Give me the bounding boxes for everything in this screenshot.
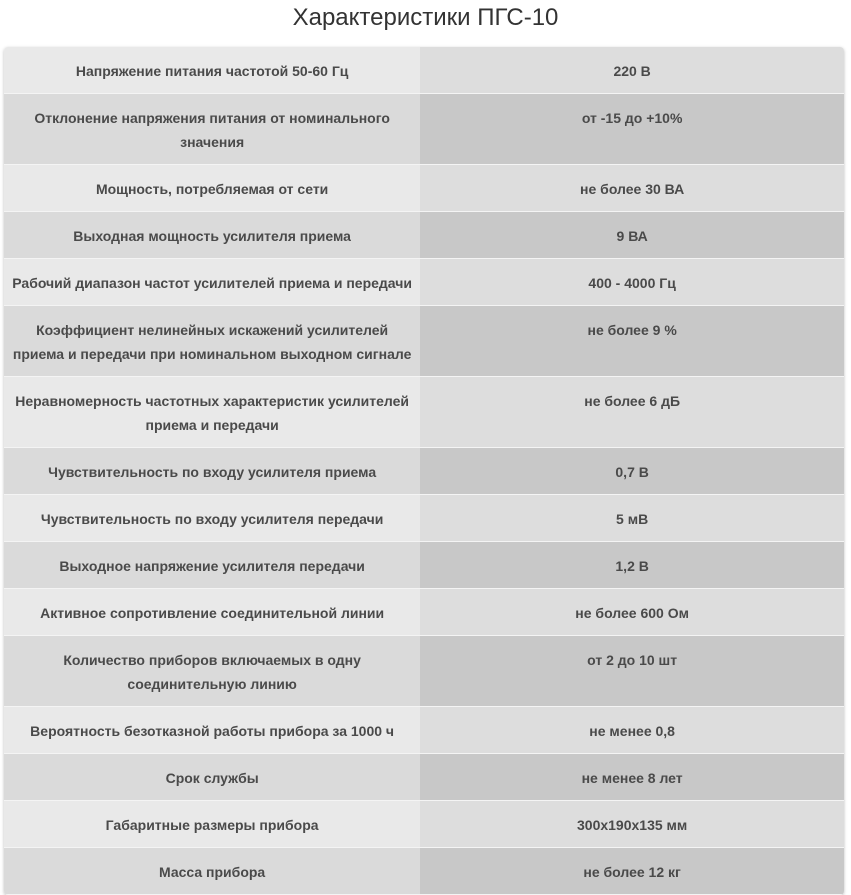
value-cell: 300х190х135 мм <box>420 801 844 848</box>
value-cell: от -15 до +10% <box>420 94 844 165</box>
value-cell: не более 600 Ом <box>420 589 844 636</box>
specifications-table-body <box>4 47 844 895</box>
parameter-cell: Выходная мощность усилителя приема <box>4 212 420 259</box>
parameter-cell: Срок службы <box>4 754 420 801</box>
parameter-cell: Масса прибора <box>4 848 420 895</box>
parameter-cell: Неравномерность частотных характеристик усилителей приема и передачи <box>4 377 420 448</box>
value-cell: 1,2 В <box>420 542 844 589</box>
parameter-cell: Чувствительность по входу усилителя передачи <box>4 495 420 542</box>
parameter-cell: Отклонение напряжения питания от номинального значения <box>4 94 420 165</box>
parameter-cell: Рабочий диапазон частот усилителей приема и передачи <box>4 259 420 306</box>
parameter-cell: Вероятность безотказной работы прибора за 1000 ч <box>4 707 420 754</box>
value-cell: 0,7 В <box>420 448 844 495</box>
table-row <box>4 636 844 707</box>
parameter-cell: Габаритные размеры прибора <box>4 801 420 848</box>
value-cell: не более 6 дБ <box>420 377 844 448</box>
parameter-cell: Чувствительность по входу усилителя приема <box>4 448 420 495</box>
parameter-cell: Выходное напряжение усилителя передачи <box>4 542 420 589</box>
value-cell: от 2 до 10 шт <box>420 636 844 707</box>
table-row <box>4 377 844 448</box>
value-cell: не более 12 кг <box>420 848 844 895</box>
table-row <box>4 259 844 306</box>
value-cell: не менее 8 лет <box>420 754 844 801</box>
value-cell: не менее 0,8 <box>420 707 844 754</box>
value-cell: не более 9 % <box>420 306 844 377</box>
parameter-cell: Коэффициент нелинейных искажений усилителей приема и передачи при номинальном выходном сигнале <box>4 306 420 377</box>
table-row <box>4 448 844 495</box>
table-row <box>4 589 844 636</box>
table-row <box>4 754 844 801</box>
value-cell: 400 - 4000 Гц <box>420 259 844 306</box>
page-title: Характеристики ПГС-10 <box>292 4 559 31</box>
table-row <box>4 306 844 377</box>
table-row <box>4 94 844 165</box>
table-row <box>4 542 844 589</box>
table-row <box>4 165 844 212</box>
value-cell: не более 30 ВА <box>420 165 844 212</box>
specifications-table <box>4 47 844 895</box>
table-row <box>4 848 844 895</box>
parameter-cell: Количество приборов включаемых в одну соединительную линию <box>4 636 420 707</box>
parameter-cell: Напряжение питания частотой 50-60 Гц <box>4 47 420 94</box>
parameter-cell: Мощность, потребляемая от сети <box>4 165 420 212</box>
value-cell: 5 мВ <box>420 495 844 542</box>
value-cell: 220 В <box>420 47 844 94</box>
table-row <box>4 212 844 259</box>
table-row <box>4 707 844 754</box>
value-cell: 9 ВА <box>420 212 844 259</box>
table-row <box>4 47 844 94</box>
parameter-cell: Активное сопротивление соединительной линии <box>4 589 420 636</box>
table-row <box>4 801 844 848</box>
table-row <box>4 495 844 542</box>
